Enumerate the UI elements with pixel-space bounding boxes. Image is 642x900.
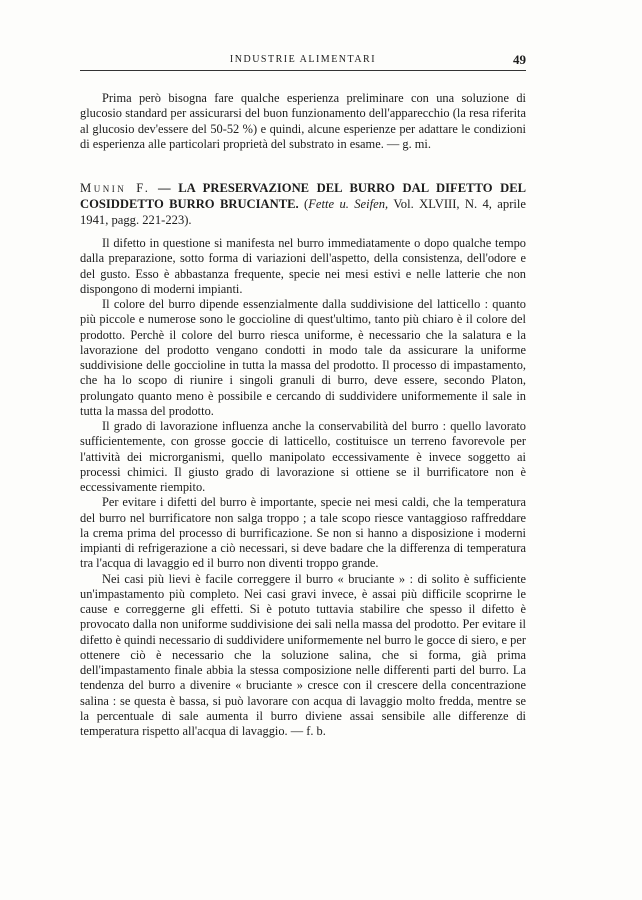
- running-title: INDUSTRIE ALIMENTARI: [229, 54, 377, 65]
- article-paragraph: Per evitare i difetti del burro è importante, specie nei mesi caldi, che la temperatura del burro nel burrificatore non salga troppo ; a tale scopo riesce vantaggioso raffreddare la crema prima del processo di burrificazione. Se non si hanno a disposizione i moderni impianti di refrigerazione a ciò necessari, si deve badare che la differenza di temperatura tra l'acqua di lavaggio ed il burro non diventi troppo grande.: [80, 495, 526, 571]
- article-heading: [80, 180, 526, 228]
- article-paragraph: Nei casi più lievi è facile correggere il burro « bruciante » : di solito è sufficiente un'impastamento più completo. Nei casi gravi invece, è assai più difficile scoprirne le cause e correggerne gli effetti. Si è potuto tuttavia stabilire che spesso il difetto è provocato dalla non uniforme suddivisione dei sali nella massa del prodotto. Per evitare il difetto è quindi necessario di suddividere uniformemente nel burro le gocce di siero, e per ottenere ciò è necessario che la soluzione salina, che si forma, già prima dell'impastamento finale abbia la stessa composizione nelle differenti parti del burro. La tendenza del burro a divenire « bruciante » cresce con il crescere della concentrazione salina : se questa è bassa, si può lavorare con acqua di lavaggio molto fredda, mentre se la percentuale di sale aumenta il burro diviene assai sensibile alle differenze di temperatura rispetto all'acqua di lavaggio. — f. b.: [80, 571, 526, 738]
- citation-details: Vol. XLVIII, N. 4, aprile 1941, pagg. 221-223).: [80, 197, 526, 227]
- article-paragraph: Il grado di lavorazione influenza anche la conservabilità del burro : quello lavorato sufficientemente, con grosse goccie di latticello, costituisce un terreno favorevole per l'attività dei microrganismi, quello manipolato eccessivamente è invece soggetto ai processi chimici. Il giusto grado di lavorazione si ottiene se il burrificatore non è eccessivamente riempito.: [80, 419, 526, 494]
- citation-open: (: [304, 197, 309, 211]
- article-title: LA PRESERVAZIONE DEL BURRO DAL DIFETTO DEL COSIDDETTO BURRO BRUCIANTE.: [80, 181, 527, 211]
- article-paragraph: Il colore del burro dipende essenzialmente dalla suddivisione del latticello : quanto più piccole e numerose sono le goccioline di quest'ultimo, tanto più chiaro è il colore del prodotto. Perchè il colore del burro riesca uniforme, è necessario che la salatura e la lavorazione del prodotto vengano condotti in modo tale da assicurare la uniforme suddivisione delle goccioline in tutta la massa del prodotto. Il processo di impastamento, che ha lo scopo di riunire i singoli granuli di burro, deve essere, secondo Platon, prolungato quanto meno è possibile e cercando di suddividere uniformemente il sale in tutta la massa del prodotto.: [80, 297, 526, 418]
- article-paragraph: Il difetto in questione si manifesta nel burro immediatamente o dopo qualche tempo dalla preparazione, sotto forma di variazioni dell'aspetto, della consistenza, dell'odore e del gusto. Esso è abbastanza frequente, specie nei mesi estivi e nelle latterie che non dispongono di moderni impianti.: [80, 236, 526, 296]
- page: [80, 52, 526, 739]
- journal-name: Fette u. Seifen,: [308, 197, 389, 211]
- heading-separator: —: [150, 181, 179, 195]
- article-author: Munin F.: [80, 181, 151, 195]
- intro-paragraph: Prima però bisogna fare qualche esperienza preliminare con una soluzione di glucosio standard per assicurarsi del buon funzionamento dell'apparecchio (la resa riferita al glucosio dev'essere del 50-52 %) e quindi, alcune esperienze per adattare le condizioni di esperienza alle particolari proprietà del substrato in esame. — g. mi.: [80, 91, 526, 151]
- running-header: [80, 52, 526, 71]
- page-number: 49: [513, 52, 526, 67]
- article-body: [80, 236, 526, 739]
